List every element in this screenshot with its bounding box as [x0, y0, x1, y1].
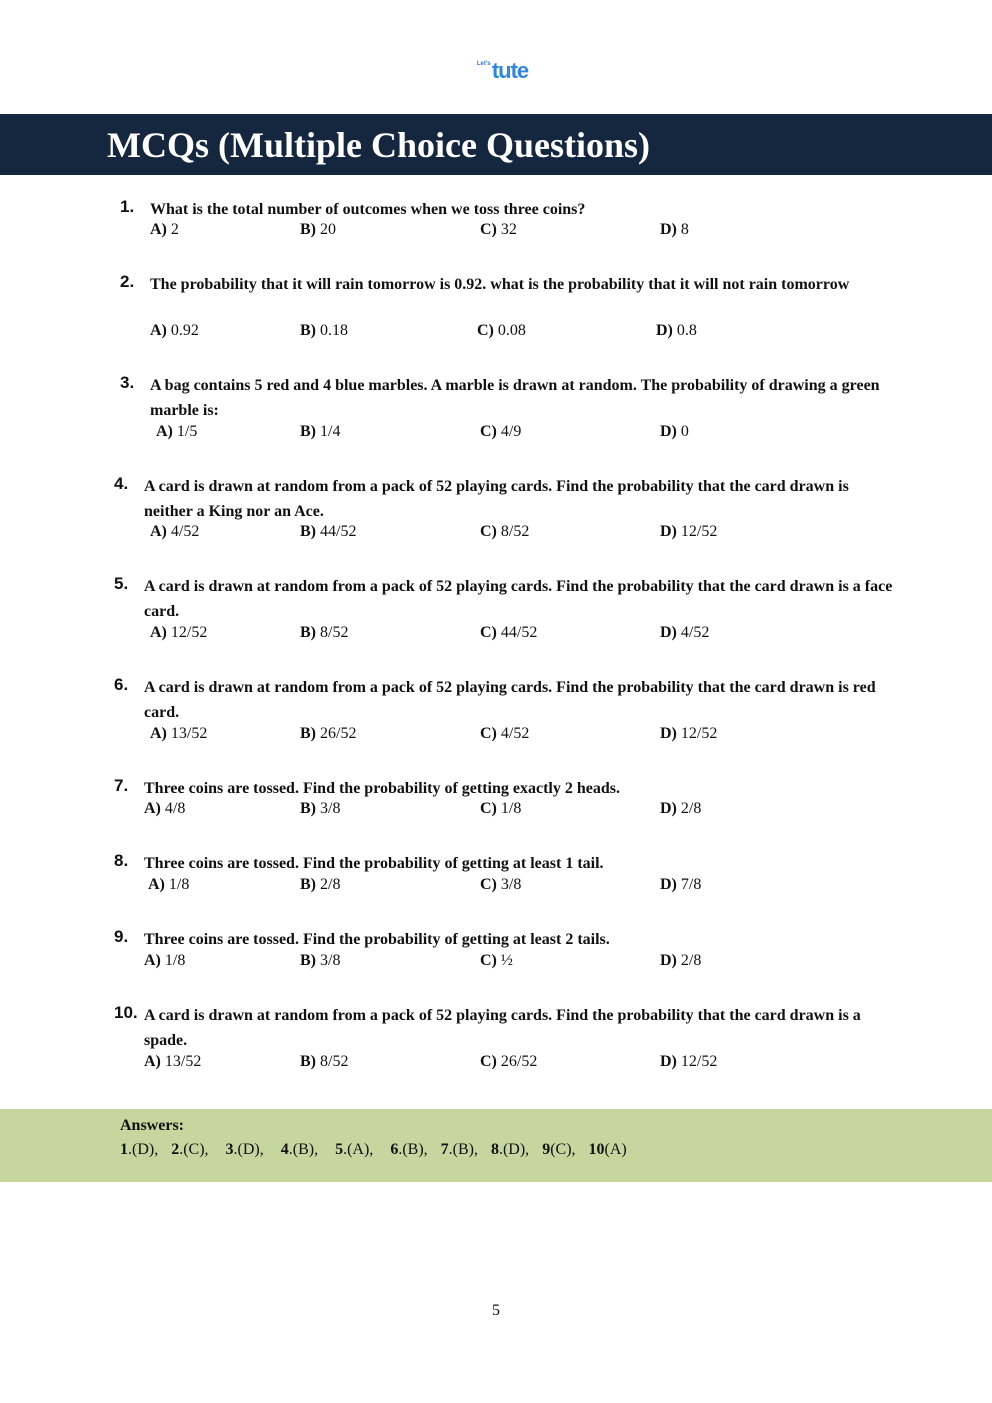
answer-item: 10(A)	[588, 1141, 627, 1158]
logo-small-text: Let's	[476, 61, 491, 67]
option-c: C) ½	[480, 952, 513, 969]
question-text: A bag contains 5 red and 4 blue marbles. A marble is drawn at random. The probability of drawing a green marble is:	[150, 377, 880, 419]
title-banner	[0, 114, 992, 175]
option-b: B) 3/8	[300, 800, 341, 817]
answer-item: 9(C),	[542, 1141, 576, 1158]
question-text: Three coins are tossed. Find the probability of getting at least 2 tails.	[144, 931, 610, 948]
question-number: 8.	[114, 851, 129, 870]
page-number: 5	[492, 1302, 500, 1319]
option-c: C) 8/52	[480, 523, 530, 540]
question-text: A card is drawn at random from a pack of 52 playing cards. Find the probability that the card drawn is neither a King nor an Ace.	[144, 478, 849, 520]
question-number: 6.	[114, 675, 129, 694]
answer-item: 7.(B),	[440, 1141, 478, 1158]
answer-item: 8.(D),	[490, 1141, 530, 1158]
logo-wordmark	[476, 58, 529, 84]
option-b: B) 0.18	[300, 322, 348, 339]
answers-title: Answers:	[120, 1117, 184, 1134]
option-b: B) 2/8	[300, 876, 341, 893]
answers-list	[120, 1141, 627, 1159]
option-d: D) 8	[660, 221, 689, 238]
answer-item: 2.(C),	[171, 1141, 209, 1158]
question-number: 3.	[120, 373, 135, 392]
option-c: C) 26/52	[480, 1053, 538, 1070]
answer-item: 3.(D),	[225, 1141, 264, 1158]
option-d: D) 7/8	[660, 876, 702, 893]
question-text: A card is drawn at random from a pack of 52 playing cards. Find the probability that the card drawn is a face card.	[144, 578, 893, 620]
option-c: C) 32	[480, 221, 517, 238]
option-d: D) 12/52	[660, 725, 718, 742]
option-a: A) 1/8	[148, 876, 190, 893]
question-number: 4.	[114, 474, 129, 493]
answer-item: 1.(D),	[120, 1141, 159, 1158]
question-number: 7.	[114, 776, 129, 795]
option-b: B) 26/52	[300, 725, 357, 742]
option-a: A) 1/8	[144, 952, 186, 969]
option-b: B) 8/52	[300, 624, 349, 641]
option-d: D) 12/52	[660, 1053, 718, 1070]
option-a: A) 1/5	[156, 423, 198, 440]
question-text: A card is drawn at random from a pack of 52 playing cards. Find the probability that the card drawn is red card.	[144, 679, 876, 721]
option-d: D) 4/52	[660, 624, 710, 641]
option-a: A) 12/52	[150, 624, 208, 641]
logo-main-text: tute	[491, 58, 529, 83]
question-number: 1.	[120, 197, 135, 216]
option-b: B) 8/52	[300, 1053, 349, 1070]
question-number: 2.	[120, 272, 135, 291]
option-d: D) 12/52	[660, 523, 718, 540]
option-b: B) 1/4	[300, 423, 341, 440]
option-c: C) 0.08	[477, 322, 526, 339]
answer-item: 4.(B),	[280, 1141, 319, 1158]
option-a: A) 13/52	[150, 725, 208, 742]
question-number: 9.	[114, 927, 129, 946]
option-a: A) 4/8	[144, 800, 186, 817]
option-a: A) 2	[150, 221, 179, 238]
page-title: MCQs (Multiple Choice Questions)	[107, 125, 650, 165]
option-c: C) 3/8	[480, 876, 522, 893]
option-b: B) 3/8	[300, 952, 341, 969]
question-number: 10.	[114, 1003, 138, 1022]
option-a: A) 13/52	[144, 1053, 202, 1070]
question-text: What is the total number of outcomes when we toss three coins?	[150, 201, 586, 218]
option-c: C) 4/9	[480, 423, 522, 440]
question-text: A card is drawn at random from a pack of 52 playing cards. Find the probability that the card drawn is a spade.	[144, 1007, 861, 1049]
option-d: D) 0.8	[656, 322, 697, 339]
option-d: D) 2/8	[660, 800, 702, 817]
brand-logo	[0, 58, 992, 88]
option-b: B) 44/52	[300, 523, 357, 540]
question-number: 5.	[114, 574, 129, 593]
question-text: The probability that it will rain tomorrow is 0.92. what is the probability that it will not rain tomorrow	[150, 276, 850, 293]
answers-panel	[0, 1109, 992, 1182]
option-a: A) 4/52	[150, 523, 200, 540]
option-d: D) 0	[660, 423, 689, 440]
option-b: B) 20	[300, 221, 336, 238]
answer-item: 6.(B),	[390, 1141, 428, 1158]
option-a: A) 0.92	[150, 322, 199, 339]
question-text: Three coins are tossed. Find the probability of getting at least 1 tail.	[144, 855, 604, 872]
answer-item: 5.(A),	[335, 1141, 374, 1158]
question-text: Three coins are tossed. Find the probability of getting exactly 2 heads.	[144, 780, 620, 797]
option-c: C) 4/52	[480, 725, 530, 742]
option-c: C) 44/52	[480, 624, 538, 641]
option-c: C) 1/8	[480, 800, 522, 817]
option-d: D) 2/8	[660, 952, 702, 969]
